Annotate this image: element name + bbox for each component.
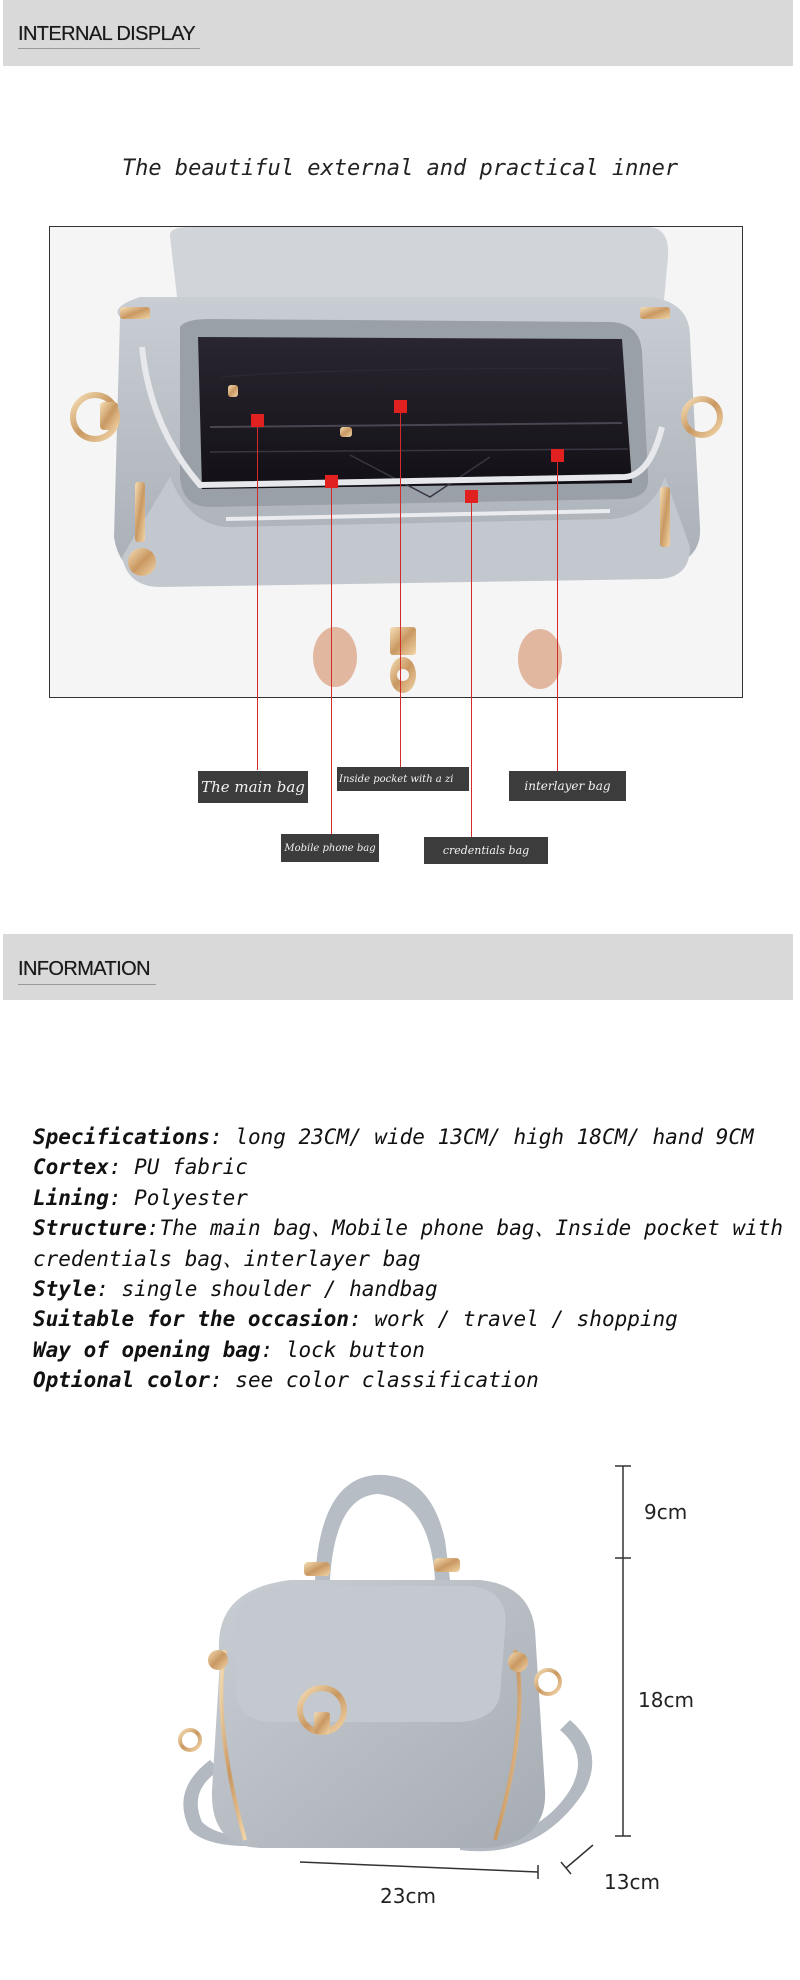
callout-marker-credentials [465,490,478,503]
bag-exterior-illustration [150,1430,650,1910]
callout-label-text: interlayer bag [524,779,611,793]
spec-key: Suitable for the occasion [33,1307,350,1332]
section-title: INFORMATION [18,958,150,980]
callout-line-main-bag [257,420,258,770]
spec-value: : lock button [260,1337,425,1362]
spec-line [33,1274,793,1304]
spec-line [33,1335,793,1365]
spec-line [33,1365,793,1395]
spec-value: : long 23CM/ wide 13CM/ high 18CM/ hand 9CM [210,1125,754,1149]
spec-value: : single shoulder / handbag [96,1276,438,1301]
spec-value: : Polyester [108,1185,248,1210]
section-title: INTERNAL DISPLAY [18,23,196,45]
spec-key: Cortex [33,1155,109,1180]
callout-marker-mobile-phone [325,475,338,488]
title-underline [18,984,156,985]
spec-key: Style [33,1276,97,1301]
spec-key: Way of opening bag [33,1337,261,1362]
callout-line-inside-pocket [400,406,401,768]
section-bar-information [3,934,793,1000]
spec-value: : work / travel / shopping [349,1307,678,1332]
callout-label-text: credentials bag [442,844,530,857]
spec-key: Specifications [33,1125,211,1149]
spec-line [33,1122,793,1152]
callout-label-text: The main bag [201,778,305,796]
callout-label-credentials [424,837,548,864]
spec-value: :The main bag、Mobile phone bag、Inside pocket with [146,1216,784,1241]
callout-label-main-bag [198,771,308,803]
dimension-handle-label: 9cm [644,1500,688,1524]
bag-dimensions-diagram [150,1430,694,1910]
callout-label-text: Mobile phone bag [284,842,376,854]
spec-key: Structure [33,1216,147,1241]
spec-key: Optional color [33,1368,211,1393]
callout-line-mobile-phone [331,481,332,838]
depth-dimension-line [566,1845,593,1868]
width-dimension-line [300,1862,538,1872]
spec-key: Lining [33,1185,109,1210]
spec-line [33,1152,793,1182]
section-bar-internal-display [3,0,793,66]
callout-marker-inside-pocket [394,400,407,413]
callout-label-mobile-phone [281,834,379,862]
callout-marker-interlayer [551,449,564,462]
title-underline [18,48,200,49]
spec-line [33,1183,793,1213]
spec-line [33,1304,793,1334]
callout-label-inside-pocket [337,767,469,791]
dimension-height-label: 18cm [638,1688,694,1712]
callout-line-credentials [471,496,472,839]
inner-bag-photo [49,226,743,698]
dimension-depth-label: 13cm [604,1870,660,1894]
callout-label-interlayer [509,771,626,801]
spec-line-continued [33,1244,793,1274]
spec-line [33,1213,793,1243]
callout-marker-main-bag [251,414,264,427]
dimension-width-label: 23cm [380,1884,436,1908]
spec-value: : PU fabric [108,1155,248,1180]
bag-interior-illustration [50,227,743,698]
callout-label-text: Inside pocket with a zi [339,773,454,785]
spec-value: credentials bag、interlayer bag [33,1246,421,1271]
callout-line-interlayer [557,455,558,771]
subtitle: The beautiful external and practical inner [121,156,679,181]
spec-value: : see color classification [210,1368,539,1393]
specifications-list [33,1122,793,1396]
